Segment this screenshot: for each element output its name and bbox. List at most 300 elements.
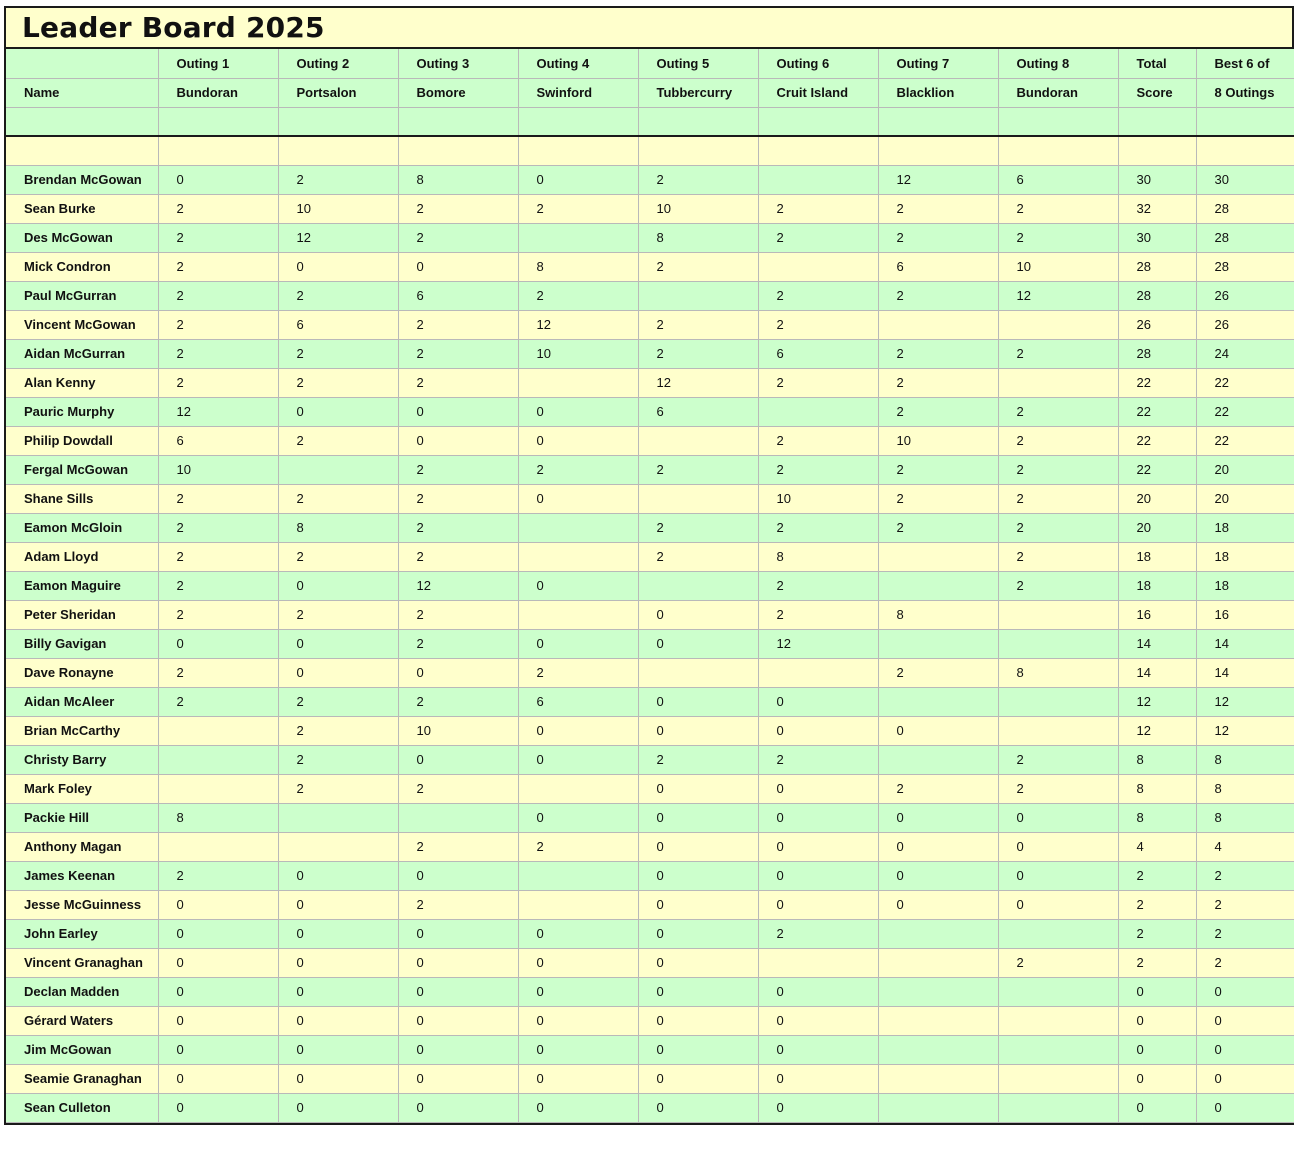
outing-1-score: 0	[158, 1035, 278, 1064]
outing-8-score	[998, 1035, 1118, 1064]
outing-3-score: 0	[398, 745, 518, 774]
best-six-score: 24	[1196, 339, 1294, 368]
outing-4-score	[518, 890, 638, 919]
outing-2-score: 2	[278, 281, 398, 310]
total-score: 18	[1118, 542, 1196, 571]
outing-3-score: 2	[398, 600, 518, 629]
player-name: Brendan McGowan	[6, 165, 158, 194]
outing-6-score: 2	[758, 571, 878, 600]
outing-6-score: 0	[758, 1035, 878, 1064]
outing-6-score: 2	[758, 426, 878, 455]
outing-1-score: 0	[158, 1064, 278, 1093]
header-best: Best 6 of	[1196, 49, 1294, 78]
outing-1-score: 6	[158, 426, 278, 455]
best-six-score: 14	[1196, 658, 1294, 687]
outing-8-score: 0	[998, 890, 1118, 919]
best-six-score: 14	[1196, 629, 1294, 658]
header-venue-1: Bundoran	[158, 78, 278, 107]
outing-7-score: 2	[878, 658, 998, 687]
table-body	[6, 49, 1294, 1122]
outing-8-score: 0	[998, 832, 1118, 861]
outing-7-score: 8	[878, 600, 998, 629]
table-row	[6, 629, 1294, 658]
outing-8-score: 8	[998, 658, 1118, 687]
outing-5-score: 2	[638, 310, 758, 339]
outing-5-score: 2	[638, 513, 758, 542]
outing-6-score	[758, 948, 878, 977]
table-row	[6, 1006, 1294, 1035]
table-row	[6, 513, 1294, 542]
outing-1-score: 2	[158, 542, 278, 571]
outing-4-score: 0	[518, 571, 638, 600]
best-six-score: 16	[1196, 600, 1294, 629]
header-outing-1: Outing 1	[158, 49, 278, 78]
outing-6-score: 2	[758, 281, 878, 310]
outing-8-score	[998, 1093, 1118, 1122]
table-row	[6, 455, 1294, 484]
outing-5-score: 2	[638, 542, 758, 571]
outing-2-score	[278, 803, 398, 832]
outing-8-score: 2	[998, 948, 1118, 977]
table-row	[6, 252, 1294, 281]
player-name: Paul McGurran	[6, 281, 158, 310]
outing-2-score: 0	[278, 890, 398, 919]
header-outing-4: Outing 4	[518, 49, 638, 78]
outing-5-score: 0	[638, 977, 758, 1006]
outing-2-score: 0	[278, 1006, 398, 1035]
header-outings: 8 Outings	[1196, 78, 1294, 107]
outing-3-score: 0	[398, 658, 518, 687]
player-name: Adam Lloyd	[6, 542, 158, 571]
outing-1-score: 12	[158, 397, 278, 426]
total-score: 22	[1118, 455, 1196, 484]
outing-3-score: 0	[398, 919, 518, 948]
outing-4-score: 0	[518, 426, 638, 455]
outing-5-score: 0	[638, 1035, 758, 1064]
outing-1-score	[158, 774, 278, 803]
outing-7-score	[878, 977, 998, 1006]
outing-6-score: 8	[758, 542, 878, 571]
outing-7-score: 2	[878, 223, 998, 252]
outing-1-score: 2	[158, 861, 278, 890]
total-score: 0	[1118, 977, 1196, 1006]
outing-8-score: 6	[998, 165, 1118, 194]
outing-2-score: 2	[278, 774, 398, 803]
outing-8-score: 2	[998, 426, 1118, 455]
outing-7-score	[878, 687, 998, 716]
outing-6-score: 0	[758, 890, 878, 919]
outing-3-score: 0	[398, 252, 518, 281]
best-six-score: 8	[1196, 803, 1294, 832]
outing-3-score: 0	[398, 977, 518, 1006]
total-score: 4	[1118, 832, 1196, 861]
outing-5-score: 0	[638, 629, 758, 658]
outing-8-score: 2	[998, 542, 1118, 571]
table-row	[6, 281, 1294, 310]
table-row	[6, 919, 1294, 948]
outing-8-score	[998, 716, 1118, 745]
table-row	[6, 542, 1294, 571]
outing-2-score: 0	[278, 1035, 398, 1064]
outing-6-score	[758, 658, 878, 687]
table-row	[6, 774, 1294, 803]
player-name: Declan Madden	[6, 977, 158, 1006]
outing-1-score	[158, 745, 278, 774]
total-score: 28	[1118, 281, 1196, 310]
outing-2-score: 0	[278, 629, 398, 658]
outing-5-score: 0	[638, 832, 758, 861]
best-six-score: 20	[1196, 484, 1294, 513]
outing-3-score: 12	[398, 571, 518, 600]
outing-1-score: 0	[158, 890, 278, 919]
table-row	[6, 484, 1294, 513]
outing-8-score	[998, 310, 1118, 339]
player-name: John Earley	[6, 919, 158, 948]
table-row	[6, 658, 1294, 687]
table-row	[6, 861, 1294, 890]
total-score: 12	[1118, 687, 1196, 716]
header-outing-7: Outing 7	[878, 49, 998, 78]
outing-6-score: 2	[758, 223, 878, 252]
outing-2-score: 2	[278, 542, 398, 571]
best-six-score: 8	[1196, 774, 1294, 803]
outing-4-score	[518, 861, 638, 890]
outing-4-score: 2	[518, 281, 638, 310]
best-six-score: 4	[1196, 832, 1294, 861]
outing-7-score: 0	[878, 890, 998, 919]
total-score: 0	[1118, 1006, 1196, 1035]
outing-2-score: 2	[278, 165, 398, 194]
outing-5-score	[638, 426, 758, 455]
outing-5-score: 2	[638, 252, 758, 281]
best-six-score: 20	[1196, 455, 1294, 484]
outing-7-score: 2	[878, 397, 998, 426]
table-row	[6, 687, 1294, 716]
outing-4-score	[518, 542, 638, 571]
player-name: Pauric Murphy	[6, 397, 158, 426]
table-row	[6, 165, 1294, 194]
outing-8-score	[998, 1006, 1118, 1035]
outing-4-score: 0	[518, 1064, 638, 1093]
outing-8-score: 2	[998, 455, 1118, 484]
table-row	[6, 339, 1294, 368]
header-outing-3: Outing 3	[398, 49, 518, 78]
outing-4-score: 6	[518, 687, 638, 716]
header-outing-2: Outing 2	[278, 49, 398, 78]
outing-7-score: 0	[878, 861, 998, 890]
outing-5-score: 2	[638, 339, 758, 368]
outing-3-score: 2	[398, 194, 518, 223]
outing-2-score: 2	[278, 484, 398, 513]
header-outing-8: Outing 8	[998, 49, 1118, 78]
outing-1-score: 0	[158, 1006, 278, 1035]
outing-3-score: 2	[398, 484, 518, 513]
player-name: Aidan McAleer	[6, 687, 158, 716]
outing-7-score: 2	[878, 194, 998, 223]
outing-1-score: 8	[158, 803, 278, 832]
player-name: Vincent McGowan	[6, 310, 158, 339]
page-title: Leader Board 2025	[22, 11, 325, 44]
outing-8-score: 12	[998, 281, 1118, 310]
header-outing-5: Outing 5	[638, 49, 758, 78]
outing-6-score: 0	[758, 861, 878, 890]
outing-5-score: 10	[638, 194, 758, 223]
outing-4-score: 8	[518, 252, 638, 281]
outing-4-score: 0	[518, 1035, 638, 1064]
outing-1-score: 0	[158, 919, 278, 948]
outing-8-score	[998, 919, 1118, 948]
outing-2-score: 2	[278, 426, 398, 455]
outing-5-score: 2	[638, 165, 758, 194]
outing-6-score: 12	[758, 629, 878, 658]
outing-4-score: 0	[518, 1006, 638, 1035]
outing-6-score	[758, 397, 878, 426]
best-six-score: 2	[1196, 948, 1294, 977]
outing-5-score: 0	[638, 774, 758, 803]
outing-5-score: 0	[638, 861, 758, 890]
outing-5-score: 0	[638, 716, 758, 745]
outing-7-score	[878, 310, 998, 339]
best-six-score: 26	[1196, 310, 1294, 339]
outing-1-score: 0	[158, 977, 278, 1006]
outing-7-score: 2	[878, 368, 998, 397]
best-six-score: 2	[1196, 919, 1294, 948]
outing-6-score: 6	[758, 339, 878, 368]
outing-7-score	[878, 542, 998, 571]
outing-4-score: 0	[518, 803, 638, 832]
outing-5-score: 2	[638, 455, 758, 484]
total-score: 2	[1118, 861, 1196, 890]
total-score: 22	[1118, 397, 1196, 426]
outing-7-score: 0	[878, 716, 998, 745]
outing-3-score: 2	[398, 890, 518, 919]
total-score: 0	[1118, 1064, 1196, 1093]
outing-5-score: 0	[638, 919, 758, 948]
outing-5-score: 0	[638, 1064, 758, 1093]
outing-1-score	[158, 716, 278, 745]
outing-4-score: 12	[518, 310, 638, 339]
table-row	[6, 745, 1294, 774]
outing-3-score: 8	[398, 165, 518, 194]
header-venue-4: Swinford	[518, 78, 638, 107]
outing-3-score: 2	[398, 310, 518, 339]
table-row	[6, 600, 1294, 629]
best-six-score: 22	[1196, 397, 1294, 426]
outing-8-score: 2	[998, 745, 1118, 774]
outing-2-score: 0	[278, 861, 398, 890]
header-venue-6: Cruit Island	[758, 78, 878, 107]
title-bar	[6, 8, 1292, 49]
outing-6-score: 2	[758, 455, 878, 484]
total-score: 8	[1118, 774, 1196, 803]
outing-4-score: 10	[518, 339, 638, 368]
table-row	[6, 194, 1294, 223]
table-row	[6, 571, 1294, 600]
best-six-score: 0	[1196, 1035, 1294, 1064]
outing-6-score: 0	[758, 977, 878, 1006]
outing-5-score: 6	[638, 397, 758, 426]
outing-1-score: 2	[158, 194, 278, 223]
leaderboard-sheet	[4, 6, 1294, 1125]
player-name: Eamon Maguire	[6, 571, 158, 600]
table-row	[6, 397, 1294, 426]
table-row	[6, 223, 1294, 252]
best-six-score: 18	[1196, 542, 1294, 571]
outing-7-score: 0	[878, 803, 998, 832]
player-name: Peter Sheridan	[6, 600, 158, 629]
outing-8-score: 2	[998, 339, 1118, 368]
outing-4-score	[518, 368, 638, 397]
outing-7-score	[878, 948, 998, 977]
outing-4-score: 0	[518, 484, 638, 513]
player-name: Brian McCarthy	[6, 716, 158, 745]
outing-2-score: 0	[278, 658, 398, 687]
table-row	[6, 803, 1294, 832]
outing-7-score	[878, 1006, 998, 1035]
table-row	[6, 1093, 1294, 1122]
outing-8-score: 2	[998, 194, 1118, 223]
outing-2-score: 10	[278, 194, 398, 223]
total-score: 0	[1118, 1093, 1196, 1122]
total-score: 20	[1118, 513, 1196, 542]
outing-1-score: 2	[158, 658, 278, 687]
best-six-score: 22	[1196, 368, 1294, 397]
outing-3-score: 0	[398, 1035, 518, 1064]
outing-2-score: 8	[278, 513, 398, 542]
outing-5-score	[638, 571, 758, 600]
outing-4-score	[518, 600, 638, 629]
header-name: Name	[6, 78, 158, 107]
outing-8-score: 0	[998, 861, 1118, 890]
player-name: Dave Ronayne	[6, 658, 158, 687]
outing-8-score: 2	[998, 774, 1118, 803]
best-six-score: 28	[1196, 252, 1294, 281]
outing-5-score	[638, 281, 758, 310]
outing-2-score: 0	[278, 252, 398, 281]
outing-1-score: 2	[158, 339, 278, 368]
outing-8-score: 2	[998, 223, 1118, 252]
header-cell-blank	[6, 49, 158, 78]
player-name: Sean Culleton	[6, 1093, 158, 1122]
outing-8-score: 2	[998, 397, 1118, 426]
header-row-outings	[6, 49, 1294, 78]
outing-5-score: 0	[638, 1006, 758, 1035]
best-six-score: 8	[1196, 745, 1294, 774]
outing-8-score	[998, 629, 1118, 658]
outing-4-score: 0	[518, 1093, 638, 1122]
outing-1-score: 0	[158, 165, 278, 194]
outing-7-score: 2	[878, 484, 998, 513]
outing-3-score: 0	[398, 1093, 518, 1122]
outing-6-score: 0	[758, 716, 878, 745]
outing-7-score: 6	[878, 252, 998, 281]
header-score: Score	[1118, 78, 1196, 107]
outing-1-score: 0	[158, 629, 278, 658]
total-score: 2	[1118, 948, 1196, 977]
outing-2-score: 2	[278, 600, 398, 629]
best-six-score: 2	[1196, 861, 1294, 890]
total-score: 16	[1118, 600, 1196, 629]
total-score: 28	[1118, 339, 1196, 368]
player-name: Anthony Magan	[6, 832, 158, 861]
player-name: Christy Barry	[6, 745, 158, 774]
outing-2-score: 2	[278, 687, 398, 716]
player-name: Vincent Granaghan	[6, 948, 158, 977]
total-score: 2	[1118, 890, 1196, 919]
outing-2-score: 0	[278, 1064, 398, 1093]
outing-3-score: 0	[398, 397, 518, 426]
total-score: 30	[1118, 165, 1196, 194]
outing-3-score: 2	[398, 368, 518, 397]
outing-8-score	[998, 687, 1118, 716]
outing-6-score: 0	[758, 803, 878, 832]
outing-6-score: 2	[758, 600, 878, 629]
best-six-score: 28	[1196, 223, 1294, 252]
outing-1-score: 0	[158, 1093, 278, 1122]
outing-4-score: 0	[518, 745, 638, 774]
outing-3-score: 2	[398, 339, 518, 368]
outing-2-score: 2	[278, 716, 398, 745]
outing-2-score	[278, 832, 398, 861]
outing-4-score: 0	[518, 397, 638, 426]
outing-6-score: 2	[758, 368, 878, 397]
total-score: 22	[1118, 426, 1196, 455]
outing-6-score: 2	[758, 919, 878, 948]
outing-7-score	[878, 745, 998, 774]
outing-3-score: 0	[398, 861, 518, 890]
outing-8-score	[998, 368, 1118, 397]
outing-7-score	[878, 1064, 998, 1093]
total-score: 22	[1118, 368, 1196, 397]
player-name: Alan Kenny	[6, 368, 158, 397]
table-row	[6, 1035, 1294, 1064]
outing-3-score: 0	[398, 1064, 518, 1093]
table-row	[6, 310, 1294, 339]
outing-3-score	[398, 803, 518, 832]
outing-2-score: 12	[278, 223, 398, 252]
total-score: 12	[1118, 716, 1196, 745]
outing-2-score: 0	[278, 919, 398, 948]
outing-4-score: 0	[518, 165, 638, 194]
outing-3-score: 0	[398, 948, 518, 977]
outing-4-score	[518, 513, 638, 542]
table-row	[6, 716, 1294, 745]
total-score: 20	[1118, 484, 1196, 513]
total-score: 26	[1118, 310, 1196, 339]
table-row	[6, 832, 1294, 861]
outing-5-score: 0	[638, 1093, 758, 1122]
outing-5-score: 0	[638, 687, 758, 716]
outing-1-score: 2	[158, 368, 278, 397]
header-row-blank	[6, 107, 1294, 136]
outing-5-score: 12	[638, 368, 758, 397]
total-score: 14	[1118, 629, 1196, 658]
player-name: Aidan McGurran	[6, 339, 158, 368]
outing-3-score: 2	[398, 542, 518, 571]
outing-5-score: 0	[638, 890, 758, 919]
outing-1-score: 2	[158, 484, 278, 513]
best-six-score: 12	[1196, 716, 1294, 745]
player-name: Gérard Waters	[6, 1006, 158, 1035]
best-six-score: 0	[1196, 977, 1294, 1006]
outing-7-score: 0	[878, 832, 998, 861]
outing-4-score: 2	[518, 832, 638, 861]
table-row	[6, 1064, 1294, 1093]
total-score: 28	[1118, 252, 1196, 281]
header-venue-8: Bundoran	[998, 78, 1118, 107]
best-six-score: 0	[1196, 1006, 1294, 1035]
spacer-row	[6, 136, 1294, 165]
